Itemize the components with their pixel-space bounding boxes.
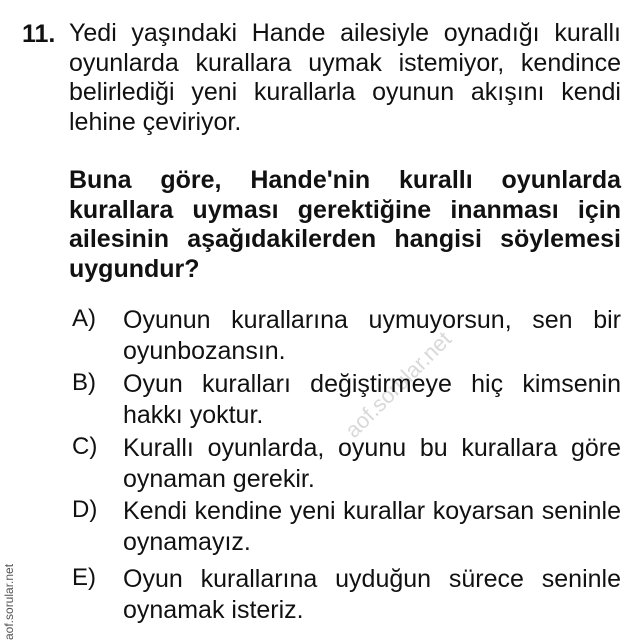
question-prompt: Buna göre, Hande'nin kurallı oyunlarda kurallara uyması gerektiğine inanması için ailesinin aşağıdakilerden hangisi söylemesi uygundur? <box>69 166 621 283</box>
option-letter: B) <box>72 369 96 396</box>
question-stem: Yedi yaşındaki Hande ailesiyle oynadığı kurallı oyunlarda kurallara uymak istemiyor, kendince belirlediği yeni kurallarla oyunun akışını kendi lehine çeviriyor. <box>69 19 621 136</box>
option-text: Oyunun kurallarına uymuyorsun, sen bir oyunbozansın. <box>123 306 621 365</box>
option-letter: E) <box>72 564 96 591</box>
watermark-center: aof.sorular.net <box>340 326 457 443</box>
question-number: 11. <box>22 20 56 48</box>
option-letter: C) <box>72 433 98 460</box>
option-text: Kurallı oyunlarda, oyunu bu kurallara göre oynaman gerekir. <box>123 434 621 493</box>
option-text: Oyun kuralları değiştirmeye hiç kimsenin hakkı yoktur. <box>123 370 621 429</box>
option-letter: A) <box>72 305 96 332</box>
watermark-side: aof.sorular.net <box>2 563 16 640</box>
option-text: Kendi kendine yeni kurallar koyarsan seninle oynamayız. <box>123 497 621 556</box>
option-text: Oyun kurallarına uyduğun sürece seninle oynamak isteriz. <box>123 565 621 624</box>
option-letter: D) <box>72 496 98 523</box>
